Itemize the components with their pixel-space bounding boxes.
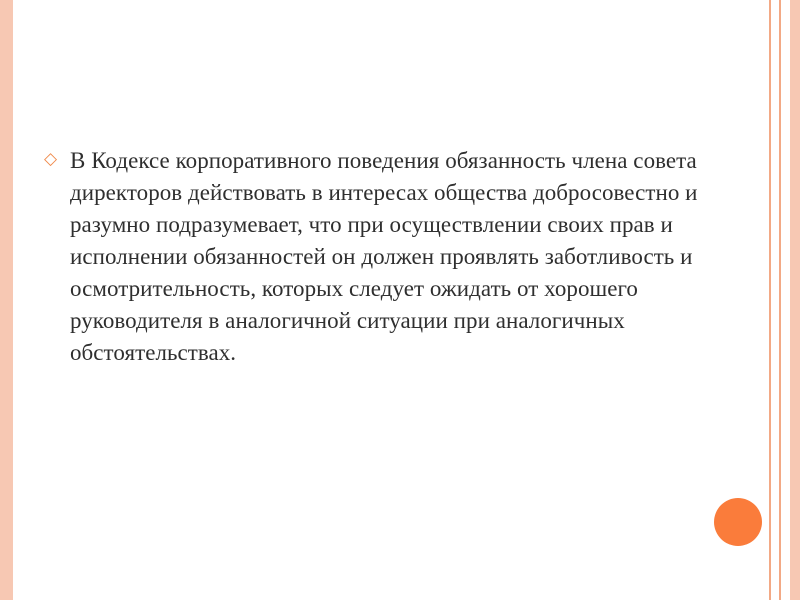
bullet-text: В Кодексе корпоративного поведения обязанность члена совета директоров действовать в интересах общества добросовестно и разумно подразумевает, что при осуществлении своих прав и исполнении обязанностей он должен проявлять заботливость и осмотрительность, которых следует ожидать от хорошего руководителя в аналогичной ситуации при аналогичных обстоятельствах. xyxy=(70,148,698,365)
bullet-item xyxy=(44,145,704,369)
text-block xyxy=(44,145,704,369)
left-frame-stripe xyxy=(0,0,13,600)
right-frame-rule-secondary xyxy=(779,0,781,600)
right-frame-stripe xyxy=(790,0,800,600)
diamond-bullet-icon: ◇ xyxy=(44,149,58,169)
orange-circle-icon xyxy=(714,498,762,546)
right-frame-rule xyxy=(769,0,771,600)
